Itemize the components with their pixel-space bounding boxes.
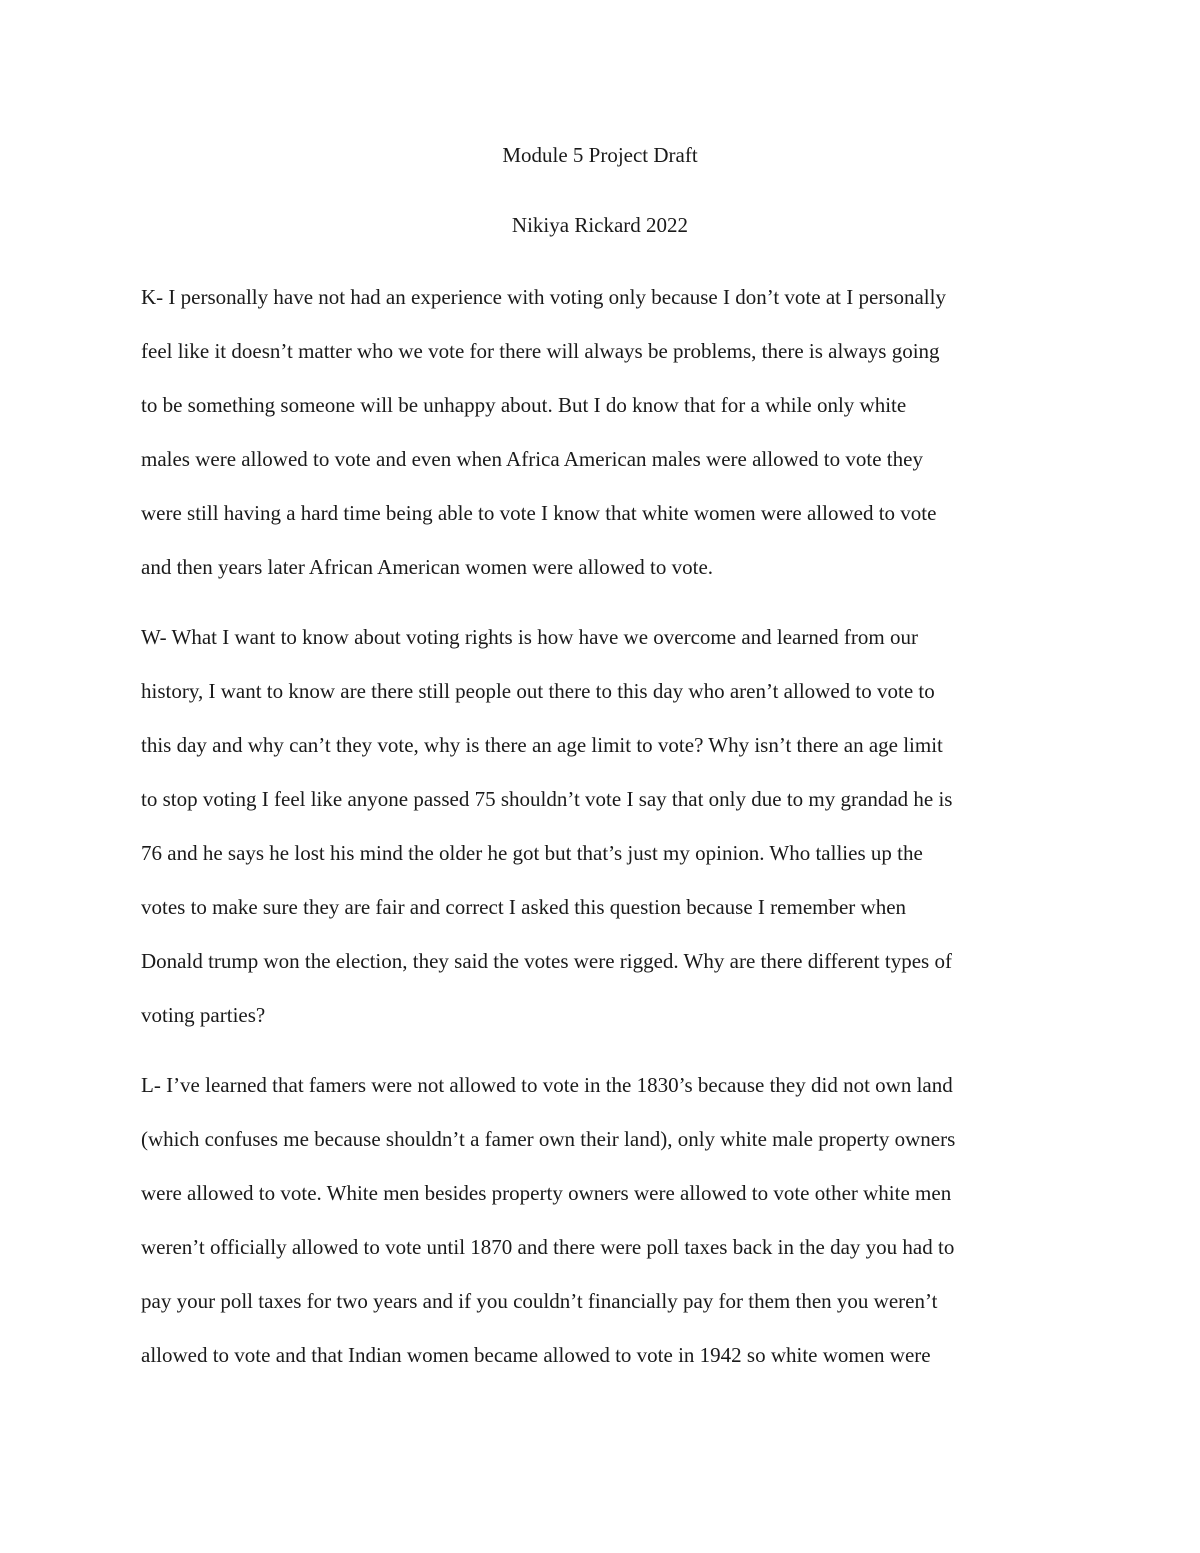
text-line: to stop voting I feel like anyone passed 75 shouldn’t vote I say that only due to my grandad he is [141,787,953,811]
text-line: males were allowed to vote and even when Africa American males were allowed to vote they [141,447,923,471]
text-line: W- What I want to know about voting rights is how have we overcome and learned from our [141,625,918,649]
text-line: and then years later African American women were allowed to vote. [141,555,714,579]
text-line: weren’t officially allowed to vote until 1870 and there were poll taxes back in the day you had to [141,1235,955,1259]
document-title: Module 5 Project Draft [502,143,698,167]
text-line: pay your poll taxes for two years and if you couldn’t financially pay for them then you weren’t [141,1289,938,1313]
text-line: votes to make sure they are fair and correct I asked this question because I remember when [141,895,907,919]
text-line: were allowed to vote. White men besides property owners were allowed to vote other white men [141,1181,952,1205]
text-line: this day and why can’t they vote, why is there an age limit to vote? Why isn’t there an age limit [141,733,943,757]
text-line: to be something someone will be unhappy about. But I do know that for a while only white [141,393,907,417]
text-line: Donald trump won the election, they said the votes were rigged. Why are there different types of [141,949,952,973]
text-line: (which confuses me because shouldn’t a famer own their land), only white male property owners [141,1127,956,1151]
text-line: L- I’ve learned that famers were not allowed to vote in the 1830’s because they did not own land [141,1073,953,1097]
text-line: allowed to vote and that Indian women became allowed to vote in 1942 so white women were [141,1343,931,1367]
text-line: voting parties? [141,1003,266,1027]
text-line: 76 and he says he lost his mind the older he got but that’s just my opinion. Who tallies up the [141,841,923,865]
text-line: K- I personally have not had an experience with voting only because I don’t vote at I personally [141,285,946,309]
text-line: were still having a hard time being able to vote I know that white women were allowed to vote [141,501,937,525]
text-line: feel like it doesn’t matter who we vote for there will always be problems, there is always going [141,339,940,363]
text-line: history, I want to know are there still people out there to this day who aren’t allowed to vote to [141,679,935,703]
author-line: Nikiya Rickard 2022 [511,213,689,237]
